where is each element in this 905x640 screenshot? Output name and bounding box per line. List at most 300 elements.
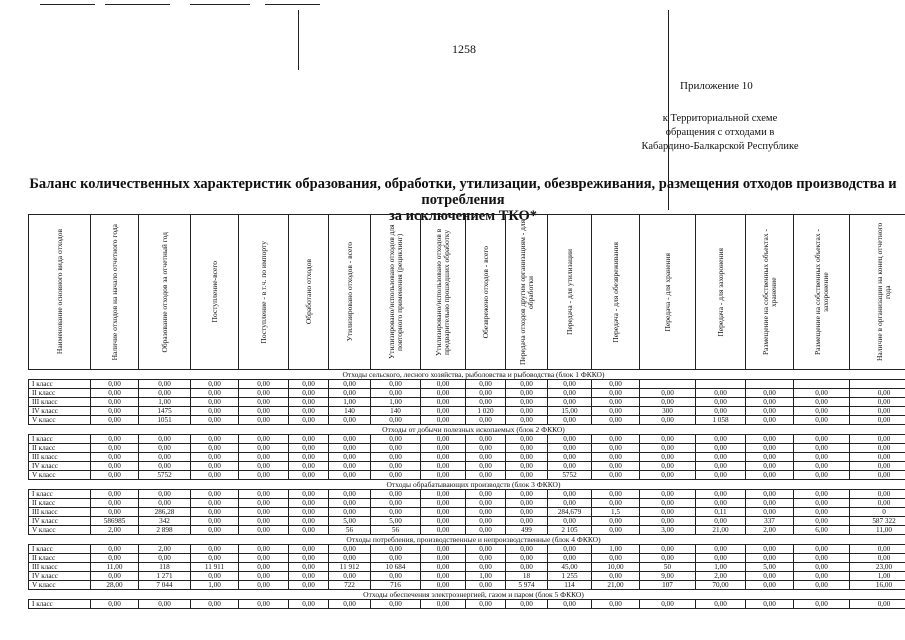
value-cell: 0,00 xyxy=(239,380,289,389)
value-cell: 0,00 xyxy=(696,453,746,462)
value-cell: 0,00 xyxy=(466,545,506,554)
value-cell: 0,00 xyxy=(506,407,548,416)
value-cell: 0,00 xyxy=(506,471,548,480)
hazard-class-cell: IV класс xyxy=(29,572,91,581)
value-cell: 0,00 xyxy=(850,398,905,407)
value-cell: 0,00 xyxy=(850,600,905,609)
value-cell: 0,00 xyxy=(329,389,371,398)
value-cell: 0,00 xyxy=(592,471,640,480)
value-cell: 0,00 xyxy=(506,398,548,407)
scan-edge-line xyxy=(40,4,95,5)
value-cell: 0,00 xyxy=(506,490,548,499)
value-cell: 0,00 xyxy=(640,554,696,563)
hazard-class-cell: I класс xyxy=(29,600,91,609)
value-cell: 0 xyxy=(850,508,905,517)
value-cell: 722 xyxy=(329,581,371,590)
value-cell: 0,00 xyxy=(548,416,592,425)
value-cell: 0,00 xyxy=(289,563,329,572)
block-title-row xyxy=(29,370,905,380)
column-header-label: Передача - для хранения xyxy=(662,252,672,332)
value-cell: 1,00 xyxy=(371,398,421,407)
hazard-class-cell: V класс xyxy=(29,581,91,590)
table-row xyxy=(29,508,905,517)
value-cell: 0,00 xyxy=(371,435,421,444)
value-cell: 0,00 xyxy=(91,508,139,517)
value-cell: 0,00 xyxy=(139,453,191,462)
column-header-label: Обезврежено отходов - всего xyxy=(480,245,490,339)
value-cell: 0,00 xyxy=(592,453,640,462)
value-cell: 0,00 xyxy=(696,600,746,609)
table-row xyxy=(29,453,905,462)
value-cell: 0,00 xyxy=(506,416,548,425)
value-cell: 0,00 xyxy=(466,600,506,609)
value-cell: 0,00 xyxy=(850,435,905,444)
value-cell: 0,00 xyxy=(329,444,371,453)
value-cell: 0,00 xyxy=(696,554,746,563)
value-cell: 0,00 xyxy=(794,490,850,499)
value-cell: 7 044 xyxy=(139,581,191,590)
table-row xyxy=(29,554,905,563)
value-cell: 0,00 xyxy=(746,490,794,499)
value-cell: 0,00 xyxy=(329,508,371,517)
block-title: Отходы сельского, лесного хозяйства, рыболовства и рыбоводства (блок 1 ФККО) xyxy=(29,370,905,380)
value-cell: 0,00 xyxy=(466,416,506,425)
value-cell: 0,00 xyxy=(548,545,592,554)
value-cell: 0,00 xyxy=(548,517,592,526)
value-cell: 6,00 xyxy=(794,526,850,535)
value-cell: 0,00 xyxy=(548,554,592,563)
value-cell: 45,00 xyxy=(548,563,592,572)
block-title-row xyxy=(29,590,905,600)
value-cell: 0,00 xyxy=(239,526,289,535)
value-cell: 0,00 xyxy=(329,453,371,462)
value-cell: 18 xyxy=(506,572,548,581)
value-cell: 0,00 xyxy=(592,435,640,444)
value-cell: 5,00 xyxy=(329,517,371,526)
value-cell: 5752 xyxy=(139,471,191,480)
title-line-2: за исключением ТКО* xyxy=(388,208,538,224)
value-cell: 0,00 xyxy=(139,380,191,389)
column-header-label: Наличие отходов на начало отчетного года xyxy=(109,223,119,361)
value-cell: 0,00 xyxy=(506,517,548,526)
value-cell: 0,00 xyxy=(592,600,640,609)
value-cell: 0,00 xyxy=(746,398,794,407)
value-cell: 0,00 xyxy=(191,380,239,389)
value-cell: 0,00 xyxy=(289,554,329,563)
column-header xyxy=(29,215,91,370)
table-row xyxy=(29,600,905,609)
value-cell: 1,00 xyxy=(466,572,506,581)
value-cell: 1 058 xyxy=(696,416,746,425)
value-cell: 0,00 xyxy=(746,435,794,444)
value-cell: 0,00 xyxy=(794,554,850,563)
value-cell: 0,00 xyxy=(91,416,139,425)
hazard-class-cell: I класс xyxy=(29,545,91,554)
value-cell: 0,00 xyxy=(239,444,289,453)
scan-edge-line xyxy=(190,4,250,5)
value-cell: 0,00 xyxy=(421,471,466,480)
value-cell: 0,00 xyxy=(746,462,794,471)
table-row xyxy=(29,444,905,453)
value-cell: 0,00 xyxy=(329,471,371,480)
value-cell: 0,00 xyxy=(371,490,421,499)
column-header xyxy=(592,215,640,370)
value-cell: 0,00 xyxy=(794,499,850,508)
value-cell: 0,00 xyxy=(191,435,239,444)
value-cell: 0,00 xyxy=(91,398,139,407)
value-cell: 0,00 xyxy=(421,554,466,563)
scheme-reference xyxy=(600,112,840,154)
value-cell: 0,00 xyxy=(640,444,696,453)
value-cell: 0,00 xyxy=(191,444,239,453)
column-header xyxy=(421,215,466,370)
value-cell: 0,00 xyxy=(329,462,371,471)
value-cell: 1 271 xyxy=(139,572,191,581)
value-cell: 0,00 xyxy=(746,545,794,554)
value-cell: 0,11 xyxy=(696,508,746,517)
value-cell: 0,00 xyxy=(466,554,506,563)
value-cell: 50 xyxy=(640,563,696,572)
value-cell: 0,00 xyxy=(548,600,592,609)
value-cell: 56 xyxy=(329,526,371,535)
value-cell: 1,00 xyxy=(139,398,191,407)
value-cell: 0,00 xyxy=(371,462,421,471)
value-cell: 0,00 xyxy=(466,462,506,471)
value-cell: 0,00 xyxy=(289,508,329,517)
value-cell: 0,00 xyxy=(91,499,139,508)
column-header-label: Передача - для утилизации xyxy=(564,249,574,335)
value-cell: 0,00 xyxy=(640,462,696,471)
hazard-class-cell: IV класс xyxy=(29,462,91,471)
value-cell: 0,00 xyxy=(794,435,850,444)
column-header-label: Утилизировано/использовано отходов в предварительно прошедших обработку xyxy=(434,228,451,356)
value-cell: 1 020 xyxy=(466,407,506,416)
value-cell: 0,00 xyxy=(421,508,466,517)
value-cell: 0,00 xyxy=(696,545,746,554)
value-cell: 0,00 xyxy=(239,572,289,581)
value-cell: 0,00 xyxy=(466,380,506,389)
value-cell: 0,00 xyxy=(421,490,466,499)
value-cell: 337 xyxy=(746,517,794,526)
value-cell: 0,00 xyxy=(289,453,329,462)
value-cell: 0,00 xyxy=(91,490,139,499)
value-cell: 499 xyxy=(506,526,548,535)
value-cell: 11 912 xyxy=(329,563,371,572)
value-cell: 2 105 xyxy=(548,526,592,535)
value-cell: 0,00 xyxy=(592,554,640,563)
value-cell: 0,00 xyxy=(592,572,640,581)
value-cell: 0,00 xyxy=(592,490,640,499)
value-cell: 0,00 xyxy=(139,389,191,398)
value-cell: 0,00 xyxy=(506,462,548,471)
value-cell: 0,00 xyxy=(191,499,239,508)
value-cell: 0,00 xyxy=(421,380,466,389)
value-cell: 0,00 xyxy=(371,600,421,609)
value-cell: 2,00 xyxy=(746,526,794,535)
hazard-class-cell: IV класс xyxy=(29,517,91,526)
value-cell: 0,00 xyxy=(91,453,139,462)
value-cell: 1,00 xyxy=(592,545,640,554)
value-cell: 0,00 xyxy=(289,471,329,480)
column-header-label: Передача - для захоронения xyxy=(715,247,725,337)
value-cell: 0,00 xyxy=(191,517,239,526)
block-title-row xyxy=(29,535,905,545)
value-cell: 0,00 xyxy=(746,453,794,462)
hazard-class-cell: II класс xyxy=(29,554,91,563)
value-cell: 0,00 xyxy=(289,600,329,609)
value-cell: 0,00 xyxy=(289,581,329,590)
value-cell: 300 xyxy=(640,407,696,416)
value-cell: 0,00 xyxy=(850,389,905,398)
value-cell: 0,00 xyxy=(794,572,850,581)
value-cell: 0,00 xyxy=(91,545,139,554)
value-cell: 1051 xyxy=(139,416,191,425)
hazard-class-cell: II класс xyxy=(29,389,91,398)
value-cell: 0,00 xyxy=(548,444,592,453)
value-cell: 5 974 xyxy=(506,581,548,590)
value-cell: 0,00 xyxy=(191,545,239,554)
value-cell: 0,00 xyxy=(289,444,329,453)
value-cell: 0,00 xyxy=(421,563,466,572)
block-title: Отходы потребления, производственные и непроизводственные (блок 4 ФККО) xyxy=(29,535,905,545)
value-cell: 0,00 xyxy=(329,490,371,499)
value-cell: 0,00 xyxy=(850,453,905,462)
value-cell: 0,00 xyxy=(794,471,850,480)
value-cell: 0,00 xyxy=(506,563,548,572)
value-cell: 0,00 xyxy=(421,581,466,590)
value-cell: 0,00 xyxy=(91,554,139,563)
value-cell: 0,00 xyxy=(466,499,506,508)
value-cell: 70,00 xyxy=(696,581,746,590)
value-cell: 140 xyxy=(329,407,371,416)
value-cell: 0,00 xyxy=(191,508,239,517)
column-header-label: Утилизировано/использовано отходов для повторного применения (рециклинг) xyxy=(386,224,404,360)
value-cell: 0,00 xyxy=(329,416,371,425)
table-row xyxy=(29,517,905,526)
value-cell: 0,00 xyxy=(794,398,850,407)
value-cell: 0,00 xyxy=(191,462,239,471)
value-cell: 0,00 xyxy=(91,600,139,609)
value-cell: 0,00 xyxy=(592,416,640,425)
hazard-class-cell: III класс xyxy=(29,508,91,517)
value-cell: 0,00 xyxy=(329,499,371,508)
value-cell: 0,00 xyxy=(191,398,239,407)
value-cell: 0,00 xyxy=(640,490,696,499)
column-header-label: Размещение на собственных объектах - захоронение xyxy=(812,229,830,355)
value-cell: 0,00 xyxy=(239,435,289,444)
table-row xyxy=(29,471,905,480)
column-header xyxy=(466,215,506,370)
value-cell: 0,00 xyxy=(794,444,850,453)
value-cell: 0,00 xyxy=(91,407,139,416)
value-cell: 0,00 xyxy=(289,499,329,508)
fold-line xyxy=(298,10,299,70)
value-cell: 140 xyxy=(371,407,421,416)
column-header-label: Передача - для обезвреживания xyxy=(610,241,620,343)
column-header-label: Поступление - в т.ч. по импорту xyxy=(258,240,268,344)
value-cell: 0,00 xyxy=(191,416,239,425)
column-header xyxy=(696,215,746,370)
hazard-class-cell: V класс xyxy=(29,416,91,425)
value-cell: 0,00 xyxy=(794,545,850,554)
value-cell: 0,00 xyxy=(191,572,239,581)
value-cell: 10,00 xyxy=(592,563,640,572)
value-cell: 1,00 xyxy=(329,398,371,407)
value-cell: 0,00 xyxy=(466,581,506,590)
value-cell: 5,00 xyxy=(371,517,421,526)
waste-balance-table xyxy=(28,214,905,609)
value-cell: 0,00 xyxy=(466,435,506,444)
value-cell: 11,00 xyxy=(91,563,139,572)
value-cell: 0,00 xyxy=(289,545,329,554)
value-cell: 1,00 xyxy=(696,563,746,572)
value-cell: 11 911 xyxy=(191,563,239,572)
table-row xyxy=(29,407,905,416)
column-header-label: Образование отходов за отчетный год xyxy=(159,231,169,353)
value-cell: 0,00 xyxy=(139,499,191,508)
value-cell: 0,00 xyxy=(640,600,696,609)
value-cell: 0,00 xyxy=(289,490,329,499)
value-cell: 0,00 xyxy=(421,416,466,425)
value-cell: 0,00 xyxy=(850,545,905,554)
value-cell: 716 xyxy=(371,581,421,590)
value-cell: 0,00 xyxy=(850,407,905,416)
value-cell: 0,00 xyxy=(371,554,421,563)
value-cell: 0,00 xyxy=(421,435,466,444)
page-number: 1258 xyxy=(452,42,476,56)
value-cell: 0,00 xyxy=(191,407,239,416)
value-cell: 0,00 xyxy=(191,554,239,563)
column-header xyxy=(640,215,696,370)
value-cell: 0,00 xyxy=(696,462,746,471)
value-cell: 0,00 xyxy=(506,380,548,389)
column-header xyxy=(548,215,592,370)
value-cell: 0,00 xyxy=(794,563,850,572)
value-cell: 0,00 xyxy=(139,462,191,471)
value-cell: 0,00 xyxy=(506,554,548,563)
column-header xyxy=(371,215,421,370)
value-cell: 0,00 xyxy=(640,545,696,554)
value-cell: 0,00 xyxy=(421,545,466,554)
value-cell: 0,00 xyxy=(592,389,640,398)
value-cell: 0,00 xyxy=(371,572,421,581)
value-cell: 342 xyxy=(139,517,191,526)
value-cell: 1,00 xyxy=(850,572,905,581)
value-cell xyxy=(794,380,850,389)
value-cell: 0,00 xyxy=(640,508,696,517)
value-cell: 0,00 xyxy=(421,499,466,508)
value-cell: 114 xyxy=(548,581,592,590)
value-cell: 0,00 xyxy=(421,398,466,407)
table-row xyxy=(29,526,905,535)
value-cell: 0,00 xyxy=(746,407,794,416)
value-cell: 0,00 xyxy=(421,572,466,581)
value-cell: 9,00 xyxy=(640,572,696,581)
value-cell: 0,00 xyxy=(139,490,191,499)
value-cell: 0,00 xyxy=(548,499,592,508)
value-cell: 0,00 xyxy=(794,389,850,398)
value-cell: 0,00 xyxy=(850,554,905,563)
value-cell: 0,00 xyxy=(794,462,850,471)
value-cell: 586985 xyxy=(91,517,139,526)
value-cell: 0,00 xyxy=(696,398,746,407)
value-cell: 0,00 xyxy=(329,600,371,609)
value-cell: 0,00 xyxy=(329,554,371,563)
value-cell: 0,00 xyxy=(746,416,794,425)
value-cell: 0,00 xyxy=(506,508,548,517)
value-cell: 0,00 xyxy=(506,545,548,554)
value-cell: 1,5 xyxy=(592,508,640,517)
scheme-line: к Территориальной схеме xyxy=(662,113,778,124)
column-header-label: Размещение на собственных объектах - хранение xyxy=(760,229,778,355)
table-row xyxy=(29,563,905,572)
value-cell: 0,00 xyxy=(548,490,592,499)
column-header xyxy=(191,215,239,370)
value-cell: 0,00 xyxy=(421,444,466,453)
scheme-line: Кабардино-Балкарской Республике xyxy=(641,141,799,152)
value-cell: 0,00 xyxy=(371,545,421,554)
value-cell: 0,00 xyxy=(289,517,329,526)
column-header xyxy=(139,215,191,370)
value-cell: 0,00 xyxy=(371,499,421,508)
column-header xyxy=(91,215,139,370)
value-cell: 0,00 xyxy=(850,444,905,453)
value-cell: 0,00 xyxy=(592,380,640,389)
value-cell: 0,00 xyxy=(506,453,548,462)
value-cell: 0,00 xyxy=(548,453,592,462)
column-header-label: Обработано отходов xyxy=(303,259,313,325)
value-cell: 0,00 xyxy=(696,435,746,444)
value-cell: 0,00 xyxy=(329,572,371,581)
value-cell: 0,00 xyxy=(592,499,640,508)
value-cell: 0,00 xyxy=(289,407,329,416)
block-title-row xyxy=(29,425,905,435)
value-cell: 0,00 xyxy=(91,471,139,480)
value-cell: 0,00 xyxy=(696,490,746,499)
table-row xyxy=(29,581,905,590)
value-cell: 0,00 xyxy=(466,389,506,398)
value-cell: 2,00 xyxy=(91,526,139,535)
value-cell: 0,00 xyxy=(371,453,421,462)
table-row xyxy=(29,499,905,508)
value-cell: 0,00 xyxy=(239,471,289,480)
value-cell: 2 898 xyxy=(139,526,191,535)
value-cell: 0,00 xyxy=(592,444,640,453)
value-cell: 0,00 xyxy=(239,600,289,609)
value-cell: 0,00 xyxy=(239,517,289,526)
value-cell: 0,00 xyxy=(850,462,905,471)
value-cell: 0,00 xyxy=(746,600,794,609)
block-title: Отходы обеспечения электроэнергией, газом и паром (блок 5 ФККО) xyxy=(29,590,905,600)
value-cell: 0,00 xyxy=(746,581,794,590)
block-title: Отходы обрабатывающих производств (блок 3 ФККО) xyxy=(29,480,905,490)
value-cell: 3,00 xyxy=(640,526,696,535)
value-cell: 0,00 xyxy=(371,508,421,517)
value-cell: 1 255 xyxy=(548,572,592,581)
value-cell: 0,00 xyxy=(794,407,850,416)
value-cell: 0,00 xyxy=(421,453,466,462)
value-cell: 0,00 xyxy=(421,407,466,416)
value-cell: 0,00 xyxy=(794,600,850,609)
value-cell: 0,00 xyxy=(329,545,371,554)
value-cell: 0,00 xyxy=(466,526,506,535)
value-cell: 10 684 xyxy=(371,563,421,572)
value-cell: 0,00 xyxy=(592,407,640,416)
value-cell: 0,00 xyxy=(191,600,239,609)
value-cell: 0,00 xyxy=(421,526,466,535)
value-cell: 16,00 xyxy=(850,581,905,590)
value-cell: 0,00 xyxy=(421,389,466,398)
